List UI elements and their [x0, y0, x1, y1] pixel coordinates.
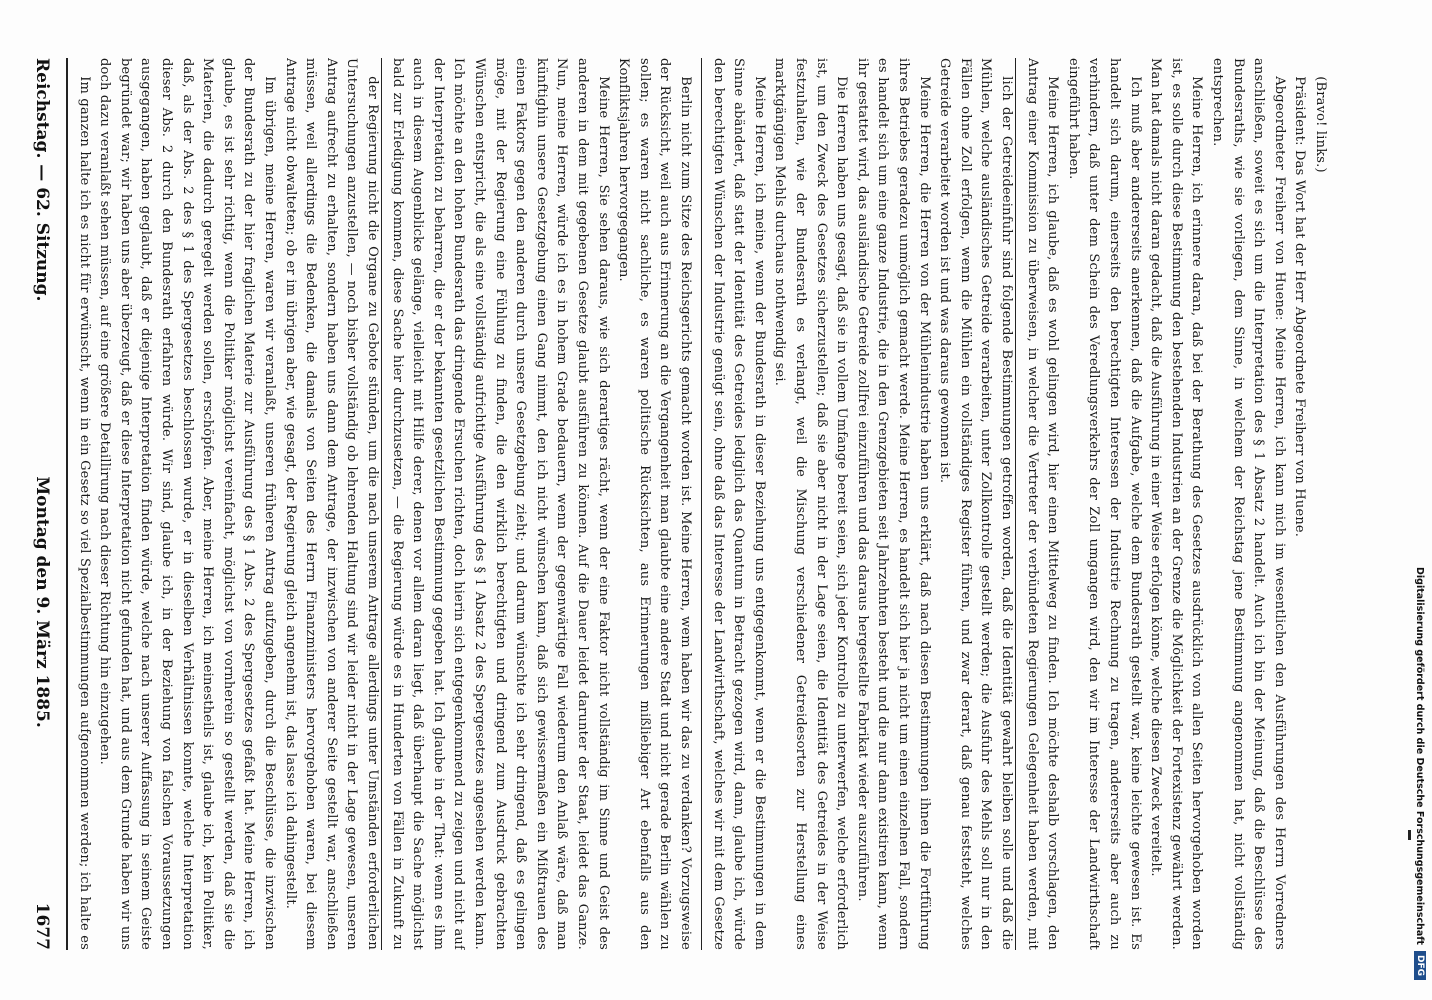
text-column — [72, 58, 382, 950]
text-column — [385, 58, 695, 950]
paragraph: Präsident: Das Wort hat der Herr Abgeordnete Freiherr von Huene. — [1292, 76, 1308, 538]
page-number: 1677 — [32, 902, 52, 950]
credit-text: Digitalisierung gefördert durch die Deutsche Forschungsgemeinschaft — [1414, 567, 1426, 945]
paragraph: Die Herren haben uns gesagt, daß sie in vollem Umfange bereit seien, sich jeder Kontrolle zu unterwerfen, welche erforderlich ist, um den Zweck des Gesetzes sicherzustellen; daß sie aber nicht in der Lage seien, die Identität des Getreides in der Weise festzuhalten, wie der Bundesrath es verlangt, weil die Mischung verschiedener Getreidesorten zur Herstellung eines marktgängigen Mehls durchaus nothwendig sei. — [772, 58, 850, 950]
header-date: Montag den 9. März 1885. — [32, 476, 52, 728]
paragraph: der Regierung nicht die Organe zu Gebote stünden, um die nach unserem Antrage allerdings unter Umständen erforderlichen Untersuchungen anzustellen, — noch bisher vollständig ob lehrenden Haltung sind wir leider nicht in der Lage gewesen, unseren Antrag aufrecht zu erhalten, sondern haben uns dann dem Antrage, der inzwischen von anderer Seite gestellt war, anschließen müssen, weil allerdings die Bedenken, die damals von Seiten des Herrn Finanzministers hervorgehoben waren, bei diesem Antrage nicht obwalteten; ob er im übrigen aber, wie gesagt, der Regierung gleich angenehm ist, das lasse ich dahingestellt. — [282, 58, 380, 950]
dfg-logo: DFG — [1414, 951, 1426, 980]
paragraph: Im übrigen, meine Herren, waren wir veranlaßt, unseren früheren Antrag aufzugeben, durch die Beschlüsse, die inzwischen der Bundesrath zu der hier fraglichen Materie zur Ausführung des § 1 Abs. 2 des Spergesetzes gefaßt hat. Meine Herren, ich glaube, es ist sehr richtig, wenn die Politiker möglichst vereinfacht, möglichst von vornherein so gestellt werden, daß sie die Materien, die dadurch geregelt werden sollen, erschöpfen. Aber, meine Herren, ich meinestheils ist, glaube ich, kein Politiker, daß, als der Abs. 2 des § 1 des Spergesetzes beschlossen wurde, er in dieselben Verhältnissen konnte, welche Interpretation dieser Abs. 2 durch den Bundesrath erfahren würde. Wir sind, glaube ich, in der Beziehung von falschen Voraussetzungen ausgegangen, haben geglaubt, daß er diejenige Interpretation finden würde, welche nach unserer Auffassung in seinem Geiste begründet war; wir haben uns aber überzeugt, daß er diese Interpretation nicht gefunden hat, und aus dem Grunde haben wir uns doch dazu veranlaßt sehen müssen, auf eine größere Detaillirung nach dieser Richtung hin einzugehen. — [97, 58, 278, 950]
paragraph: (Bravo! links.) — [1313, 76, 1328, 173]
text-column — [706, 58, 1016, 950]
paragraph: Meine Herren, ich erinnere daran, daß bei der Berathung des Gesetzes ausdrücklich von allen Seiten hervorgehoben worden ist, es solle durch diese Bestimmung den bestehenden Industrien an der Grenze die Möglichkeit der Fortexistenz gewährt werden. Man hat damals nicht daran gedacht, daß die Ausführung in einer Weise erfolgen könne, welche diesen Zweck vereitelt. — [1148, 58, 1205, 950]
paragraph: Berlin nicht zum Sitze des Reichsgerichts gemacht worden ist. Meine Herren, wem haben wir das zu verdanken? Vorzugsweise der Rücksicht, weil auch aus Erinnerung an die Vergangenheit man glaubte eine andere Stadt und nicht gerade Berlin wählen zu sollen; es waren nicht sachliche, es waren politische Rücksichten, aus Erinnerungen mißliebiger Art ebenfalls aus den Konfliktsjahren hervorgegangen. — [616, 58, 693, 950]
paragraph: Meine Herren, ich meine, wenn der Bundesrath in dieser Beziehung uns entgegenkommt, wenn er die Bestimmungen in dem Sinne abändert, daß statt der Identität des Getreides lediglich das Quantum in Betracht gezogen wird, dann, glaube ich, würde den berechtigten Wünschen der Industrie genügt sein, ohne daß das Interesse der Landwirthschaft, welches wir mit dem Gesetze — [710, 58, 767, 950]
paragraph: Meine Herren, ich glaube, daß es wohl gelingen wird, hier einen Mittelweg zu finden. Ich möchte deshalb vorschlagen, den Antrag einer Kommission zu überweisen, in welcher die Vertreter der verbündeten Regierungen Gelegenheit haben werden, mit — [1024, 58, 1061, 950]
paragraph: lich der Getreideeinfuhr sind folgende Bestimmungen getroffen worden, daß die Identität gewahrt bleiben solle und daß die Mühlen, welche ausländisches Getreide verarbeiten, unter Zollkontrolle gestellt werden; die Ausfuhr des Mehls soll nur in den Fällen ohne Zoll erfolgen, wenn die Mühlen ein vollständiges Register führen, und zwar derart, daß genau feststeht, welches Getreide verarbeitet worden ist und was daraus gewonnen ist. — [937, 58, 1014, 950]
text-column — [1020, 58, 1330, 950]
paragraph: Abgeordneter Freiherr von Huene: Meine Herren, ich kann mich im wesentlichen den Ausführungen des Herrn Vorredners anschließen, soweit es sich um die Interpretation des § 1 Absatz 2 handelt. Auch ich bin der Meinung, daß die Beschlüsse des Bundesraths, wie sie vorliegen, dem Sinne, in welchem der Reichstag jene Bestimmung angenommen hat, nicht vollständig entsprechen. — [1210, 58, 1287, 950]
running-header — [22, 58, 62, 950]
digitization-credit — [1408, 0, 1432, 1000]
paragraph: Im ganzen halte ich es nicht für erwünscht, wenn in ein Gesetz so viel Spezialbestimmungen aufgenommen werden; ich halte es — [76, 76, 92, 950]
paragraph: Ich muß aber andererseits anerkennen, daß die Aufgabe, welche dem Bundesrath gestellt war, keine leichte gewesen ist. Es handelt sich darum, einerseits den berechtigten Interessen der Industrie Rechnung zu tragen, andererseits aber auch zu verhindern, daß unter dem Schein des Veredlungsverkehrs der Zoll umgangen wird, den wir im Interesse der Landwirthschaft eingeführt haben. — [1065, 58, 1143, 950]
header-session: Reichstag. — 62. Sitzung. — [32, 58, 52, 302]
header-rule — [66, 58, 68, 950]
paragraph: Meine Herren, Sie sehen daraus, wie sich derartiges rächt, wenn der eine Faktor nicht vollständig im Sinne und Geist des anderen in dem mit gegebenen Gesetze glaubt ausführen zu können. Auf die Dauer leidet darunter der Staat, leidet das Ganze. Nun, meine Herren, würde ich es in hohem Grade bedauern, wenn der gegenwärtige Fall wiederum den Anlaß wäre, daß man künftighin unsere Gesetzgebung einen Gang nimmt, den ich nicht wünschen kann, daß sich gewissermaßen ein Mißtrauen des einen Faktors gegen den anderen durch unsere Gesetzgebung zieht; und darum wünschte ich sehr dringend, daß es gelingen möge, mit der Regierung eine Fühlung zu finden, die den wirklich berechtigten und dringend zum Ausdruck gebrachten Wünschen entspricht, die als eine vollständig aufrichtige Ausführung des § 1 Absatz 2 des Spergesetzes angesehen werden kann. Ich möchte an den hohen Bundesrath das dringende Ersuchen richten, doch hierin sich entgegenkommend zu zeigen und nicht auf der Interpretation zu beharren, die er der bekannten gesetzlichen Bestimmung gegeben hat. Ich glaube in der That: wenn es ihm auch in diesem Augenblicke gelänge, vielleicht mit Hilfe derer, denen vor allem daran liegt, daß überhaupt die Sache möglichst bald zur Erledigung kommen, diese Sache hier durchzusetzen, — die Regierung würde es in Hunderten von Fällen in Zukunft zu — [389, 58, 611, 950]
paragraph: Meine Herren, die Herren von der Mühlenindustrie haben uns erklärt, daß nach diesen Bestimmungen ihnen die Fortführung ihres Betriebes geradezu unmöglich gemacht werde. Meine Herren, es handelt sich hier ja nicht um einen einzelnen Fall, sondern es handelt sich um eine ganze Industrie, die in den Grenzgebieten seit Jahrzehnten besteht und die nur dann existiren kann, wenn ihr gestattet wird, das ausländische Getreide zollfrei einzuführen und das daraus hergestellte Fabrikat wieder auszuführen. — [854, 58, 932, 950]
scan-artifact — [1408, 830, 1411, 840]
column-divider — [701, 58, 702, 950]
